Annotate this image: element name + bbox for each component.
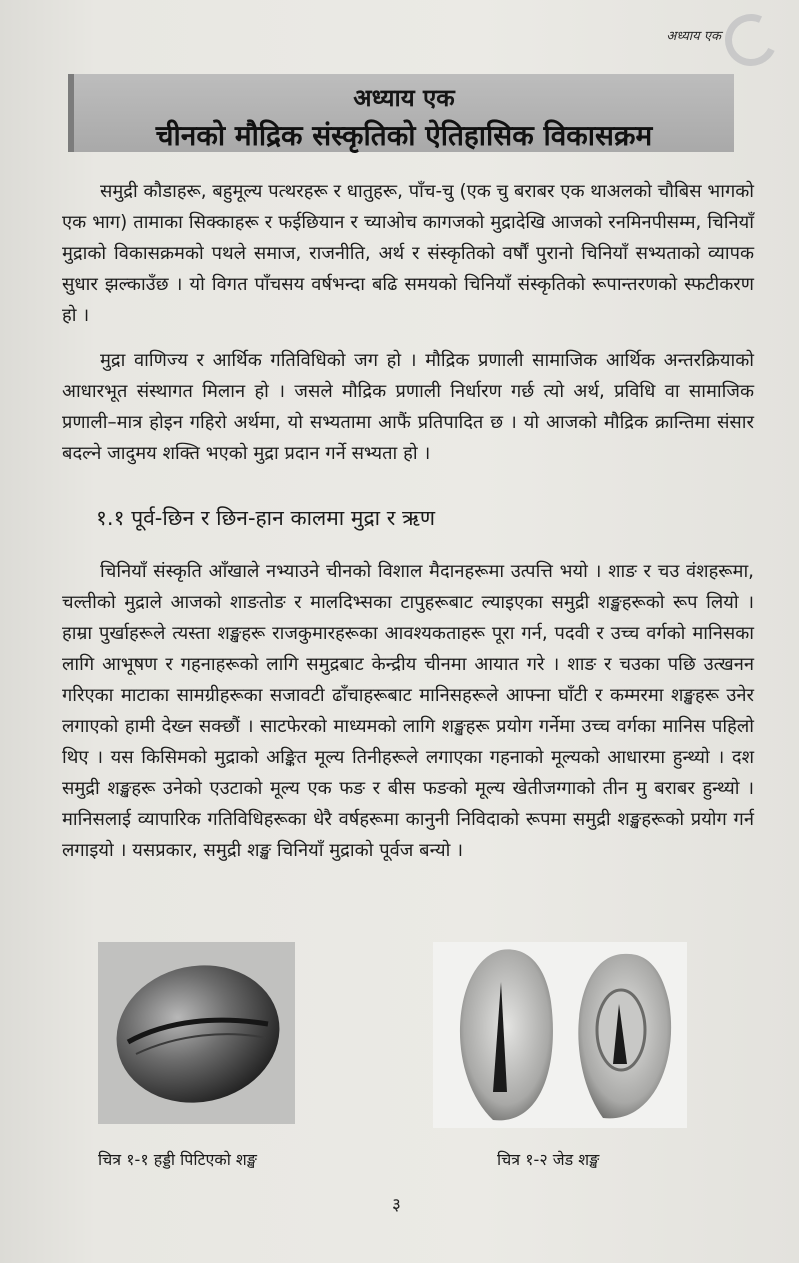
paragraph-shells: चिनियाँ संस्कृति आँखाले नभ्याउने चीनको विशाल मैदानहरूमा उत्पत्ति भयो । शाङ र चउ वंशहरूमा, चल्तीको मुद्राले आजको शाङतोङ र मालदिभ्सका टापुहरूबाट ल्याइएका समुद्री शङ्खहरूको रूप लियो । हाम्रा पुर्खाहरूले त्यस्ता शङ्खहरू राजकुमारहरूका आवश्यकताहरू पूरा गर्न, पदवी र उच्च वर्गको मानिसका लागि आभूषण र गहनाहरूको लागि समुद्रबाट केन्द्रीय चीनमा आयात गरे । शाङ र चउका पछि उत्खनन गरिएका माटाका सामग्रीहरूका सजावटी ढाँचाहरूबाट मानिसहरूले आफ्ना घाँटी र कम्मरमा शङ्खहरू उनेर लगाएको हामी देख्न सक्छौं । साटफेरको माध्यमको लागि शङ्खहरू प्रयोग गर्नेमा उच्च वर्गका मानिस पहिलो थिए । यस किसिमको मुद्राको अङ्कित मूल्य तिनीहरूले लगाएका गहनाको मूल्यको आधारमा हुन्थ्यो । दश समुद्री शङ्खहरू उनेको एउटाको मूल्य एक फङ र बीस फङको मूल्य खेतीजग्गाको तीन मु बराबर हुन्थ्यो । मानिसलाई व्यापारिक गतिविधिहरूका धेरै वर्षहरूमा कानुनी निविदाको रूपमा समुद्री शङ्खहरूको प्रयोग गर्न लगाइयो । यसप्रकार, समुद्री शङ्ख चिनियाँ मुद्राको पूर्वज बन्यो ।	[62, 561, 754, 861]
figure-jade-shell	[433, 942, 687, 1128]
figure-bone-shell	[98, 942, 295, 1124]
running-head: अध्याय एक	[666, 29, 721, 44]
chapter-label: अध्याय एक	[353, 84, 455, 112]
paragraph-intro: समुद्री कौडाहरू, बहुमूल्य पत्थरहरू र धातुहरू, पाँच-चु (एक चु बराबर एक थाअलको चौबिस भागको एक भाग) तामाका सिक्काहरू र फईछियान र च्याओच कागजको मुद्रादेखि आजको रनमिनपीसम्म, चिनियाँ मुद्राको विकासक्रमको पथले समाज, राजनीति, अर्थ र संस्कृतिको वर्षौं पुरानो चिनियाँ सभ्यताको व्यापक सुधार झल्काउँछ । यो विगत पाँचसय वर्षभन्दा बढि समयको चिनियाँ संस्कृतिको रूपान्तरणको स्फटीकरण हो ।	[62, 181, 755, 326]
crescent-decoration-icon	[718, 7, 785, 74]
figure-1-caption: चित्र १-१ हड्डी पिटिएको शङ्ख	[98, 1150, 257, 1169]
jade-shell-image	[433, 942, 687, 1128]
chapter-title: चीनको मौद्रिक संस्कृतिको ऐतिहासिक विकासक्रम	[155, 119, 653, 152]
chapter-title-box	[68, 74, 734, 152]
paragraph-currency: मुद्रा वाणिज्य र आर्थिक गतिविधिको जग हो । मौद्रिक प्रणाली सामाजिक आर्थिक अन्तरक्रियाको आधारभूत संस्थागत मिलान हो । जसले मौद्रिक प्रणाली निर्धारण गर्छ त्यो अर्थ, प्रविधि वा सामाजिक प्रणाली–मात्र होइन गहिरो अर्थमा, यो सभ्यतामा आफैं प्रतिपादित छ । यो आजको मौद्रिक क्रान्तिमा संसार बदल्ने जादुमय शक्ति भएको मुद्रा प्रदान गर्ने सभ्यता हो ।	[62, 350, 754, 464]
section-heading: १.१ पूर्व-छिन र छिन-हान कालमा मुद्रा र ऋण	[96, 506, 436, 530]
page-number: ३	[392, 1195, 401, 1215]
figure-2-caption: चित्र १-२ जेड शङ्ख	[497, 1150, 600, 1169]
bone-shell-image	[98, 942, 295, 1124]
